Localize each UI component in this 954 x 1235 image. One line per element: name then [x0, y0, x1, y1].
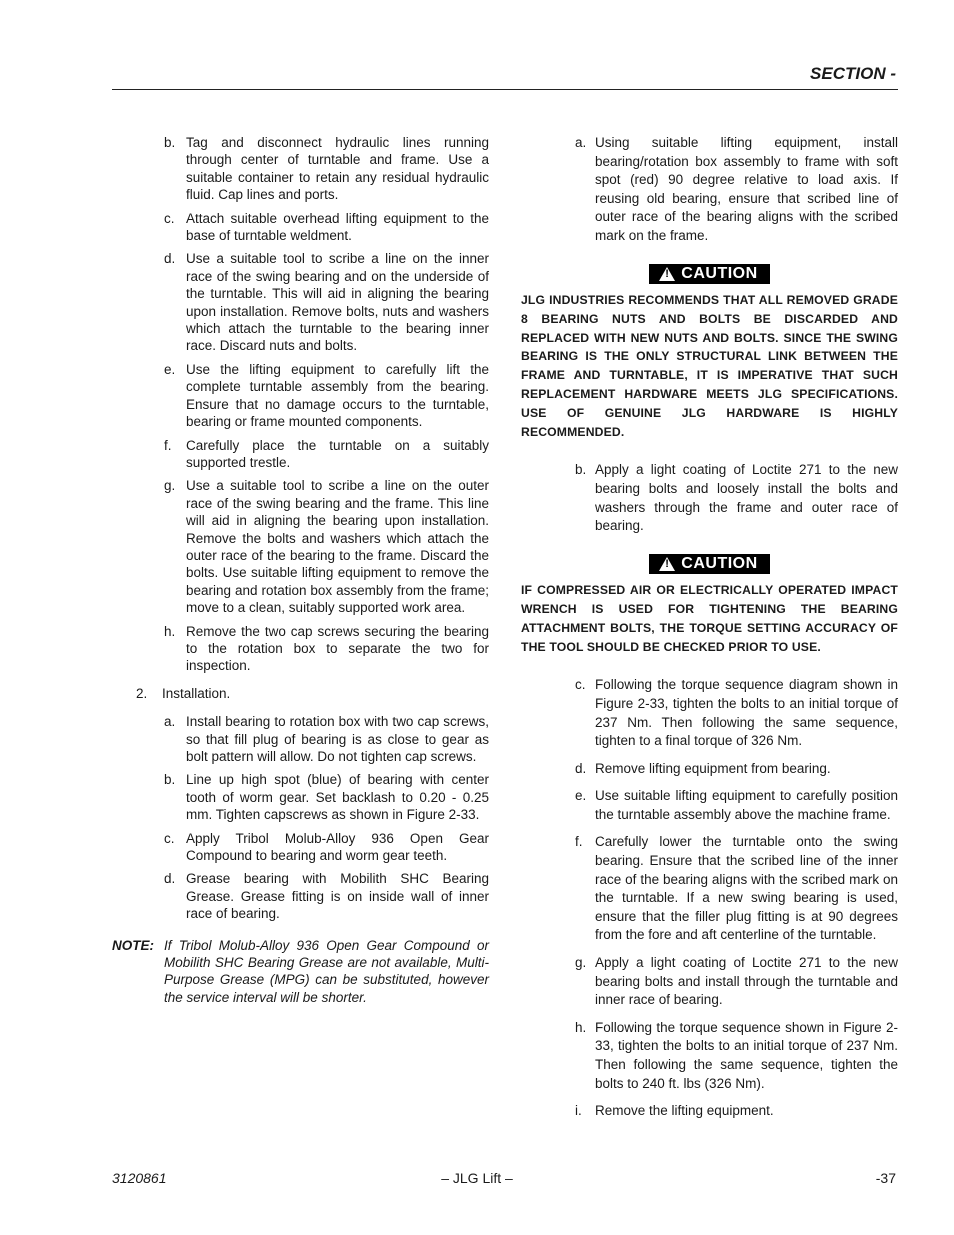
install-step-a-frame [521, 134, 898, 246]
step-text: Following the torque sequence diagram shown in Figure 2-33, tighten the bolts to an initial torque of 237 Nm. Then following the same sequence, tighten to a final torque of 326 Nm. [595, 677, 898, 749]
step-label: d. [575, 760, 587, 776]
step-text: Carefully place the turntable on a suitably supported trestle. [186, 437, 489, 470]
step-label: c. [575, 677, 586, 693]
install-step-c-torque [521, 676, 898, 750]
step-text: Installation. [162, 685, 231, 701]
step-d-scribe-inner [112, 250, 489, 354]
step-text: Use a suitable tool to scribe a line on the outer race of the swing bearing and the frame. This line will aid in aligning the bearing upon installation. Remove the bolts and washers which attach the outer race of the bearing to the frame. Discard the bolts. Use suitable lifting equipment to remove the bearing and rotation box assembly from the frame; move to a clean, suitably supported work area. [186, 478, 489, 616]
install-step-c [112, 830, 489, 865]
step-label: g. [575, 955, 587, 971]
caution-header-2 [521, 554, 898, 575]
step-label: i. [575, 1103, 582, 1119]
step-text: Grease bearing with Mobilith SHC Bearing Grease. Grease fitting is on inside wall of inner race of bearing. [186, 871, 489, 922]
note-block [112, 937, 489, 1007]
install-step-e-position [521, 787, 898, 824]
install-step-b-loctite [521, 461, 898, 535]
step-label: d. [164, 871, 176, 887]
step-label: h. [164, 623, 176, 639]
step-label: b. [164, 135, 176, 150]
step-text: Use suitable lifting equipment to carefully position the turntable assembly above the machine frame. [595, 788, 898, 822]
warning-triangle-icon [659, 557, 675, 571]
step-text: Apply a light coating of Loctite 271 to the new bearing bolts and loosely install the bolts and washers through the frame and outer race of bearing. [595, 462, 898, 534]
step-c-attach-lifting [112, 210, 489, 245]
install-step-d-remove-lifting [521, 760, 898, 779]
note-text: If Tribol Molub-Alloy 936 Open Gear Compound or Mobilith SHC Bearing Grease are not available, Multi-Purpose Grease (MPG) can be substituted, however the service interval will be shorter. [164, 937, 489, 1005]
install-step-i-remove [521, 1102, 898, 1121]
step-label: e. [575, 788, 587, 804]
step-g-scribe-outer [112, 477, 489, 616]
footer-page-number: -37 [875, 1170, 896, 1186]
install-step-g-loctite [521, 954, 898, 1010]
caution-badge [649, 264, 769, 284]
note-label: NOTE: [112, 937, 154, 953]
step-text: Attach suitable overhead lifting equipment to the base of turntable weldment. [186, 210, 489, 244]
step-label: d. [164, 251, 176, 267]
installation-heading [112, 685, 489, 702]
caution-label: CAUTION [681, 264, 758, 282]
step-label: f. [164, 437, 172, 453]
step-label: c. [164, 830, 175, 846]
install-step-h-torque [521, 1019, 898, 1093]
step-text: Use the lifting equipment to carefully lift the complete turntable assembly from the bearing. Ensure that no damage occurs to the turntable, bearing or frame mounted components. [186, 361, 489, 430]
step-text: Install bearing to rotation box with two cap screws, so that fill plug of bearing is as close to gear as bolt pattern will allow. Do not tighten cap screws. [186, 714, 489, 764]
step-text: Carefully lower the turntable onto the swing bearing. Ensure that the scribed line of the inner race of the bearing aligns with the scribed mark on the turntable. If a new swing bearing is used, ensure that the filler plug fitting is at 90 degrees from the fore and aft centerline of the turntable. [595, 834, 898, 943]
footer-doc-number: 3120861 [112, 1170, 167, 1186]
step-text: Tag and disconnect hydraulic lines running through center of turntable and frame. Use a suitable container to retain any residual hydraulic fluid. Cap lines and ports. [186, 135, 489, 203]
caution-header-1 [521, 264, 898, 285]
step-b-tag-lines [112, 134, 489, 204]
step-text: Remove the lifting equipment. [595, 1103, 774, 1119]
step-label: e. [164, 361, 176, 377]
step-text: Apply a light coating of Loctite 271 to the new bearing bolts and install through the turntable and inner race of bearing. [595, 955, 898, 1008]
step-text: Line up high spot (blue) of bearing with center tooth of worm gear. Set backlash to 0.20 - 0.25 mm. Tighten capscrews as shown in Figure 2-33. [186, 772, 489, 823]
warning-triangle-icon [659, 267, 675, 281]
section-header: SECTION - [810, 64, 896, 83]
step-text: Using suitable lifting equipment, install bearing/rotation box assembly to frame with soft spot (red) 90 degree relative to load axis. If reusing old bearing, ensure that scribed line of outer race of the bearing aligns with the scribed mark on the frame. [595, 135, 898, 243]
right-column [521, 134, 898, 1130]
step-text: Use a suitable tool to scribe a line on the inner race of the swing bearing and on the underside of the turntable. This will aid in aligning the bearing upon installation. Remove bolts, nuts and washers which attach the turntable to the bearing inner race. Discard nuts and bolts. [186, 251, 489, 354]
caution-label: CAUTION [681, 554, 758, 572]
caution-text-1: JLG INDUSTRIES RECOMMENDS THAT ALL REMOVED GRADE 8 BEARING NUTS AND BOLTS BE DISCARDED AND REPLACED WITH NEW NUTS AND BOLTS. SINCE THE SWING BEARING IS THE ONLY STRUCTURAL LINK BETWEEN THE FRAME AND TURNTABLE, IT IS IMPERATIVE THAT SUCH REPLACEMENT HARDWARE MEETS JLG SPECIFICATIONS. USE OF GENUINE JLG HARDWARE IS HIGHLY RECOMMENDED. [521, 292, 898, 439]
step-f-place-trestle [112, 437, 489, 472]
step-label: b. [575, 462, 587, 478]
install-step-d [112, 870, 489, 922]
step-text: Remove lifting equipment from bearing. [595, 760, 831, 776]
step-label: g. [164, 478, 176, 494]
header-rule [112, 89, 898, 90]
step-label: b. [164, 772, 176, 788]
step-text: Apply Tribol Molub-Alloy 936 Open Gear Compound to bearing and worm gear teeth. [186, 830, 489, 864]
step-text: Remove the two cap screws securing the bearing to the rotation box to separate the two for inspection. [186, 623, 489, 674]
caution-badge [649, 554, 769, 574]
step-label: a. [575, 135, 587, 150]
step-number: 2. [136, 685, 148, 701]
install-step-b [112, 771, 489, 823]
install-step-f-lower [521, 833, 898, 945]
left-column [112, 134, 489, 1006]
install-step-a [112, 713, 489, 765]
step-label: f. [575, 834, 583, 850]
caution-text-2: IF COMPRESSED AIR OR ELECTRICALLY OPERATED IMPACT WRENCH IS USED FOR TIGHTENING THE BEARING ATTACHMENT BOLTS, THE TORQUE SETTING ACCURACY OF THE TOOL SHOULD BE CHECKED PRIOR TO USE. [521, 583, 898, 654]
step-label: a. [164, 714, 176, 730]
step-text: Following the torque sequence shown in Figure 2-33, tighten the bolts to an initial torque of 237 Nm. Then following the same sequence, tighten the bolts to 240 ft. lbs (326 Nm). [595, 1019, 898, 1091]
step-label: h. [575, 1019, 587, 1035]
step-h-remove-cap-screws [112, 623, 489, 675]
footer-center: – JLG Lift – [441, 1170, 513, 1186]
step-e-lift-turntable [112, 361, 489, 431]
step-label: c. [164, 210, 175, 226]
